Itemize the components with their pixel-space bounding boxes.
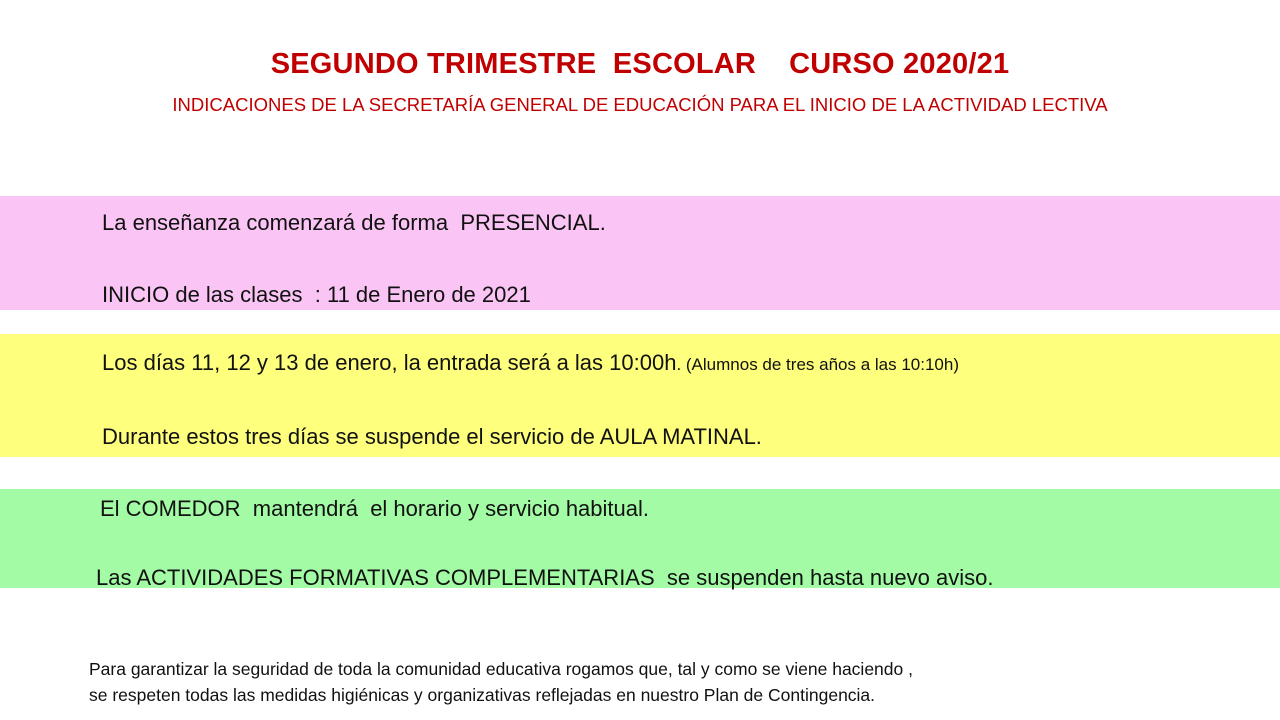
footer-note [89,656,913,708]
entry-time-notice [102,350,959,376]
footer-line-2: se respeten todas las medidas higiénicas y organizativas reflejadas en nuestro Plan de Contingencia. [89,685,876,705]
entry-time-main: Los días 11, 12 y 13 de enero, la entrada será a las 10:00h [102,350,677,375]
footer-line-1: Para garantizar la seguridad de toda la comunidad educativa rogamos que, tal y como se viene haciendo , [89,659,913,679]
page-title: SEGUNDO TRIMESTRE ESCOLAR CURSO 2020/21 [270,48,1010,80]
aula-matinal-notice: Durante estos tres días se suspende el servicio de AULA MATINAL. [102,424,762,449]
activities-notice: Las ACTIVIDADES FORMATIVAS COMPLEMENTARIAS se suspenden hasta nuevo aviso. [96,565,994,590]
entry-time-note: . (Alumnos de tres años a las 10:10h) [676,355,959,374]
page-subtitle: INDICACIONES DE LA SECRETARÍA GENERAL DE EDUCACIÓN PARA EL INICIO DE LA ACTIVIDAD LECTIVA [172,94,1108,115]
comedor-notice: El COMEDOR mantendrá el horario y servicio habitual. [100,496,649,521]
presencial-notice: La enseñanza comenzará de forma PRESENCIAL. [102,210,606,235]
start-date-notice: INICIO de las clases : 11 de Enero de 2021 [102,282,531,307]
